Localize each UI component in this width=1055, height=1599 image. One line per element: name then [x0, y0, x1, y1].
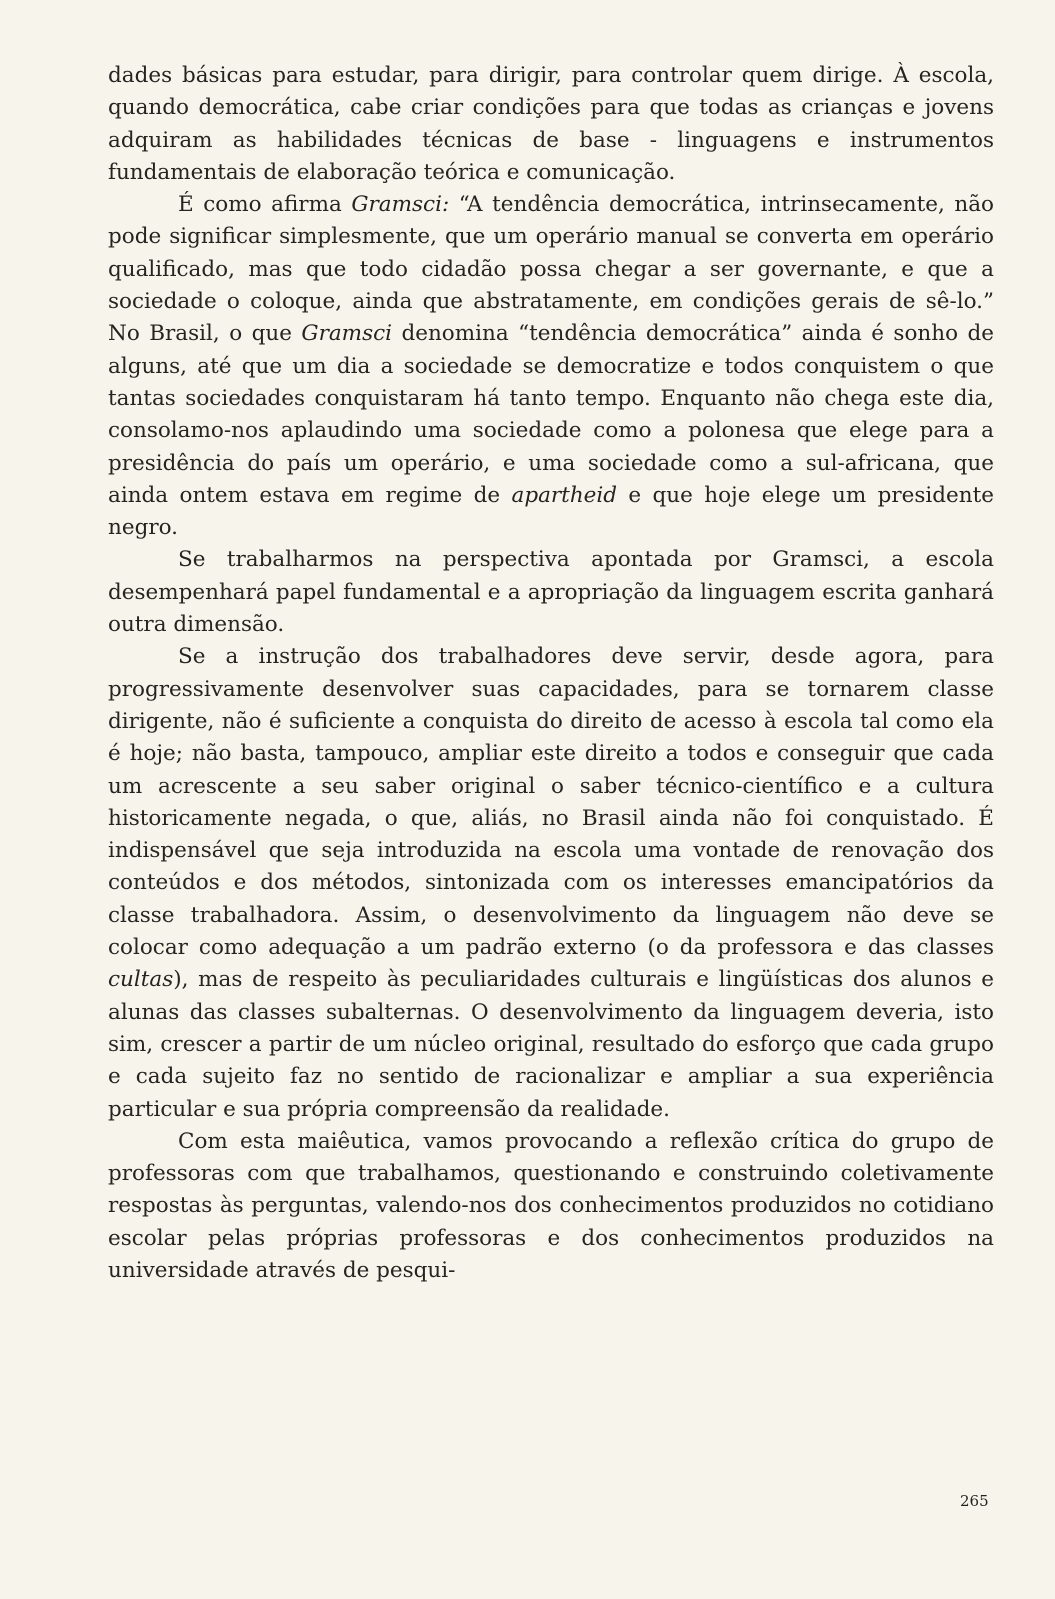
text-run: e que hoje elege um presidente negro.: [108, 482, 994, 541]
page-number: 265: [960, 1492, 989, 1510]
text-run: dades básicas para estudar, para dirigir, para controlar quem dirige. À escola, quando democrática, cabe criar condições para que todas as crianças e jovens adquiram as habilidades técnicas de base - linguagens e instrumentos fundamentais de elaboração teórica e comunicação.: [108, 63, 994, 185]
paragraph: [108, 189, 994, 544]
text-run: denomina “tendência democrática” ainda é sonho de alguns, até que um dia a sociedade se democratize e todos conquistem o que tantas sociedades conquistaram há tanto tempo. Enquanto não chega este dia, consolamo-nos aplaudindo uma sociedade como a polonesa que elege para a presidência do país um operário, e uma sociedade como a sul-africana, que ainda ontem estava em regime de: [108, 321, 994, 508]
italic-text: Gramsci: [301, 321, 393, 347]
text-run: Com esta maiêutica, vamos provocando a reflexão crítica do grupo de professoras com que trabalhamos, questionando e construindo coletivamente respostas às perguntas, valendo-nos dos conhecimentos produzidos no cotidiano escolar pelas próprias professoras e dos conhecimentos produzidos na universidade através de pesqui-: [108, 1128, 994, 1283]
italic-text: apartheid: [511, 482, 618, 508]
italic-text: Gramsci:: [351, 192, 450, 218]
text-run: “A tendência democrática, intrinsecamente, não pode significar simplesmente, que um operário manual se converta em operário qualificado, mas que todo cidadão possa chegar a ser governante, e que a sociedade o coloque, ainda que abstratamente, em condições gerais de sê-lo.” No Brasil, o que: [108, 192, 994, 347]
text-run: ), mas de respeito às peculiaridades culturais e lingüísticas dos alunos e alunas das classes subalternas. O desenvolvimento da linguagem deveria, isto sim, crescer a partir de um núcleo original, resultado do esforço que cada grupo e cada sujeito faz no sentido de racionalizar e ampliar a sua experiência particular e sua própria compreensão da realidade.: [108, 967, 994, 1122]
paragraph: [108, 60, 994, 189]
italic-text: cultas: [108, 967, 174, 993]
body-text: [108, 60, 994, 1287]
paragraph: [108, 1126, 994, 1287]
text-run: Se a instrução dos trabalhadores deve servir, desde agora, para progressivamente desenvolver suas capacidades, para se tornarem classe dirigente, não é suficiente a conquista do direito de acesso à escola tal como ela é hoje; não basta, tampouco, ampliar este direito a todos e conseguir que cada um acrescente a seu saber original o saber técnico-científico e a cultura historicamente negada, o que, aliás, no Brasil ainda não foi conquistado. É indispensável que seja introduzida na escola uma vontade de renovação dos conteúdos e dos métodos, sintonizada com os interesses emancipatórios da classe trabalhadora. Assim, o desenvolvimento da linguagem não deve se colocar como adequação a um padrão externo (o da professora e das classes: [108, 644, 994, 961]
text-run: Se trabalharmos na perspectiva apontada por Gramsci, a escola desempenhará papel fundamental e a apropriação da linguagem escrita ganhará outra dimensão.: [108, 547, 994, 638]
paragraph: [108, 544, 994, 641]
text-run: É como afirma: [178, 192, 352, 218]
paragraph: [108, 641, 994, 1125]
